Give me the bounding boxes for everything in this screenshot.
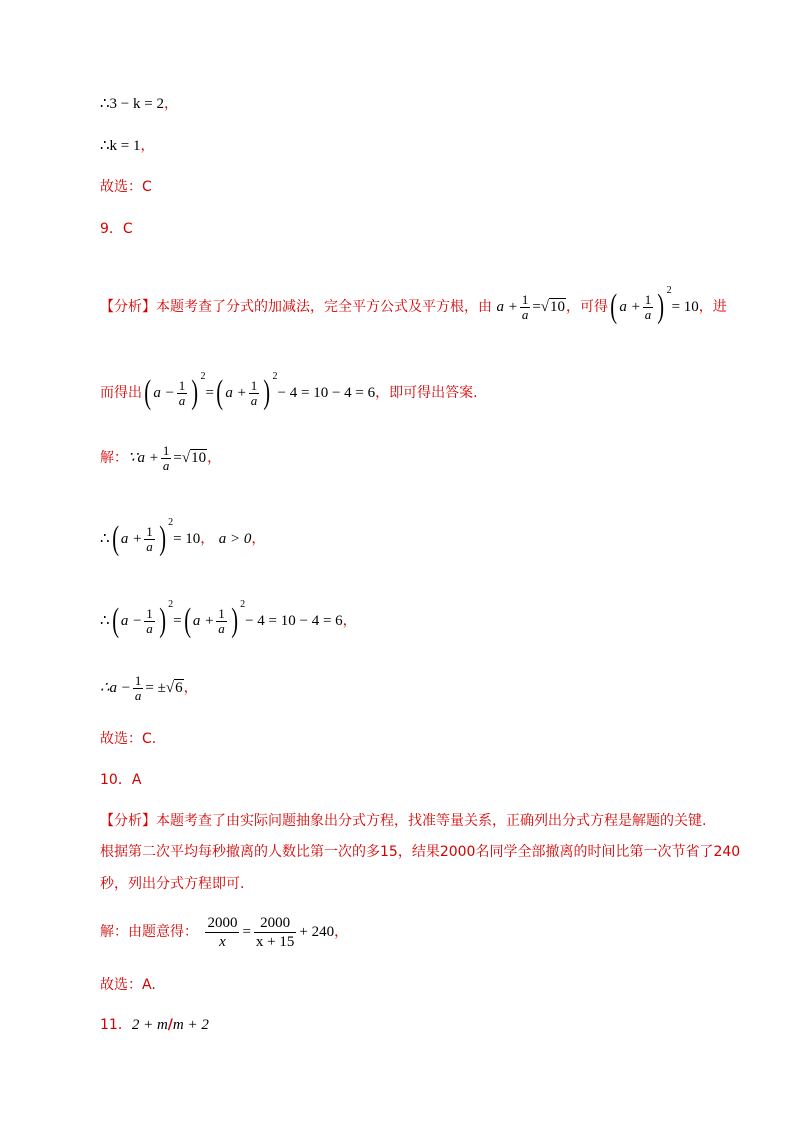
frac-numerator: 1 [521, 291, 529, 307]
frac-numerator: 1 [134, 672, 142, 688]
math-a-plus: a + [120, 531, 143, 547]
frac-numerator: 1 [162, 442, 170, 458]
frac-denominator: a [146, 538, 153, 554]
fraction-1-over-a [177, 379, 188, 408]
analysis-text: ，进 [698, 299, 727, 315]
solution-10-equation [100, 910, 348, 954]
math-a-plus: a + [496, 299, 518, 315]
math-a-plus: a + [619, 299, 641, 315]
math-expression: m + 2 [172, 1017, 209, 1033]
fraction-1-over-a [643, 293, 654, 322]
fraction-1-over-a [520, 293, 531, 322]
math-expression: = 10 [173, 531, 201, 547]
fraction-1-over-a [133, 674, 144, 703]
punctuation: ， [207, 450, 222, 466]
frac-numerator: 1 [178, 377, 186, 393]
separator-slash: / [167, 1017, 173, 1033]
radicand: 10 [191, 450, 207, 466]
math-expression: = 10 [671, 299, 699, 315]
analysis-text: 【分析】本题考查了分式的加减法，完全平方公式及平方根，由 [100, 299, 492, 315]
frac-denominator: a [521, 306, 529, 322]
solution-label: 解：由题意得： [100, 924, 198, 940]
solution-9-step-1 [100, 440, 221, 476]
math-expression: − 4 = 10 − 4 = 6 [245, 613, 343, 629]
fraction-1-over-a [216, 607, 227, 636]
condition-a-positive: a > 0 [218, 531, 252, 547]
right-paren: ) [191, 374, 199, 411]
left-paren: ( [111, 520, 119, 557]
sqrt-6: √6 [165, 680, 183, 696]
frac-denominator: a [250, 392, 258, 408]
fraction-1-over-a [161, 444, 172, 473]
right-paren: ) [159, 520, 166, 557]
analysis-10-line-2: 根据第二次平均每秒撤离的人数比第一次的多15，结果2000名同学全部撤离的时间比第一次节省了240 [100, 844, 741, 860]
step-3-minus-k [100, 94, 178, 114]
equals-sign: = [173, 450, 182, 466]
fraction-1-over-a [144, 607, 155, 636]
math-expression: = ± [145, 680, 166, 696]
right-paren: ) [159, 602, 166, 639]
solution-label: 解： [100, 450, 128, 466]
exponent: 2 [240, 599, 246, 610]
math-expression: ∴a − [100, 680, 131, 696]
analysis-text: ，即可得出答案. [375, 385, 478, 401]
punctuation: ， [163, 96, 178, 112]
frac-numerator: 1 [146, 523, 153, 539]
fraction-1-over-a [144, 525, 155, 554]
frac-numerator: 1 [146, 605, 153, 621]
fraction-2000-over-x-plus-15 [254, 914, 296, 951]
answer-choice-line: 故选：A. [100, 977, 156, 993]
analysis-text: ，可得 [566, 299, 609, 315]
punctuation: ， [342, 613, 357, 629]
right-paren: ) [231, 602, 238, 639]
answer-choice-line: 故选：C [100, 179, 152, 195]
question-9-answer: 9．C [100, 221, 133, 237]
math-expression: ∵a + [128, 450, 159, 466]
analysis-10-line-3: 秒，列出分式方程即可. [100, 876, 245, 892]
math-expression: ∴3 − k = 2 [100, 96, 164, 112]
left-paren: ( [144, 374, 152, 411]
punctuation: ， [200, 531, 215, 547]
punctuation: ， [183, 680, 198, 696]
right-paren: ) [657, 288, 665, 325]
question-number: 11． [100, 1017, 132, 1033]
frac-denominator: a [644, 306, 652, 322]
punctuation: ， [251, 531, 266, 547]
math-a-plus: a + [225, 385, 247, 401]
question-10-answer: 10．A [100, 772, 142, 788]
math-expression: − 4 = 10 − 4 = 6 [277, 385, 376, 401]
frac-denominator: a [218, 620, 225, 636]
frac-numerator: 1 [218, 605, 225, 621]
frac-denominator: a [178, 392, 186, 408]
therefore-symbol: ∴ [100, 613, 110, 629]
frac-denominator: x [219, 933, 226, 950]
analysis-9-line-1 [100, 271, 727, 327]
analysis-text: 而得出 [100, 385, 142, 401]
equals-sign: = [532, 299, 541, 315]
left-paren: ( [111, 602, 119, 639]
math-a-plus: a + [192, 613, 215, 629]
analysis-10-line-1: 【分析】本题考查了由实际问题抽象出分式方程，找准等量关系，正确列出分式方程是解题的关键. [100, 813, 707, 829]
sqrt-10: √10 [540, 299, 566, 315]
exponent: 2 [168, 599, 174, 610]
exponent: 2 [168, 517, 174, 528]
solution-9-step-4 [100, 670, 198, 706]
left-paren: ( [216, 374, 224, 411]
radicand: 10 [550, 299, 566, 315]
frac-denominator: a [146, 620, 153, 636]
punctuation: ， [140, 138, 155, 154]
frac-numerator: 2000 [207, 914, 238, 931]
frac-denominator: a [134, 687, 142, 703]
solution-9-step-3 [100, 585, 357, 641]
exponent: 2 [200, 371, 206, 382]
frac-denominator: x + 15 [255, 933, 295, 950]
right-paren: ) [263, 374, 271, 411]
frac-numerator: 1 [250, 377, 258, 393]
math-a-minus: a − [120, 613, 143, 629]
math-expression: + 240 [299, 924, 335, 940]
solution-9-step-2 [100, 503, 265, 559]
equals-sign: = [173, 613, 182, 629]
radicand: 6 [175, 680, 183, 696]
left-paren: ( [183, 602, 191, 639]
fraction-2000-over-x [205, 914, 239, 951]
punctuation: ， [334, 924, 349, 940]
frac-numerator: 1 [644, 291, 652, 307]
therefore-symbol: ∴ [100, 531, 110, 547]
exponent: 2 [272, 371, 278, 382]
sqrt-10: √10 [181, 450, 207, 466]
answer-choice-line: 故选：C. [100, 731, 157, 747]
math-a-minus: a − [153, 385, 175, 401]
left-paren: ( [610, 288, 618, 325]
exponent: 2 [666, 285, 672, 296]
equals-sign: = [242, 924, 251, 940]
fraction-1-over-a [249, 379, 260, 408]
step-k-equals-1 [100, 136, 155, 156]
math-expression: 2 + m [131, 1017, 168, 1033]
math-expression: ∴k = 1 [100, 138, 141, 154]
analysis-9-line-2 [100, 357, 478, 413]
question-11-answer [100, 1015, 209, 1035]
frac-numerator: 2000 [254, 914, 296, 933]
frac-denominator: a [162, 457, 170, 473]
equals-sign: = [205, 385, 214, 401]
